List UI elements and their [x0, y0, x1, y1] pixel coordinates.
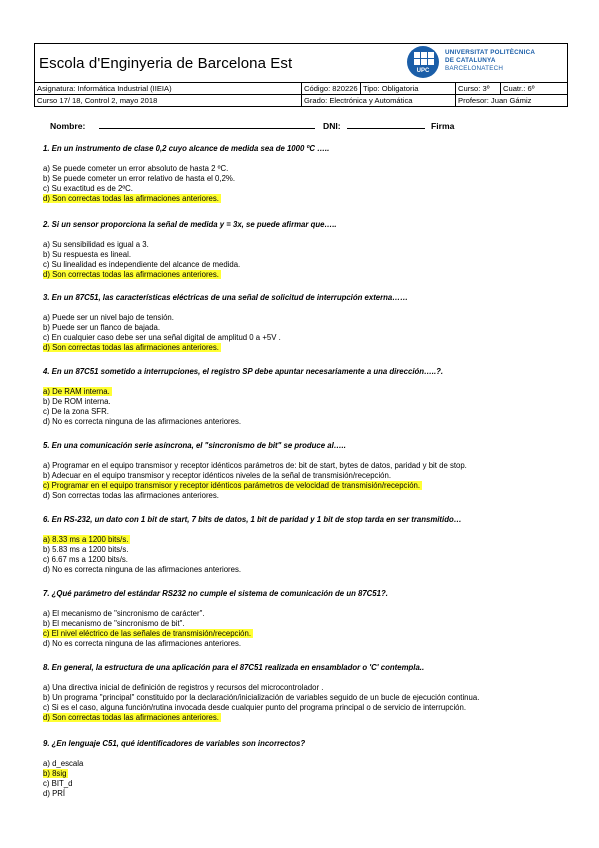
upc-logo: [407, 46, 565, 80]
answer-option: [43, 387, 563, 397]
asignatura-cell: Asignatura: Informática Industrial (IIEIA): [37, 84, 172, 93]
option-text: c) En cualquier caso debe ser una señal digital de amplitud 0 a +5V .: [43, 333, 281, 342]
cuatrimestre-cell: Cuatr.: 6º: [500, 83, 567, 94]
tipo-cell: Tipo: Obligatoria: [360, 83, 440, 94]
answer-option: [43, 174, 563, 184]
option-text: c) Su linealidad es independiente del alcance de medida.: [43, 260, 241, 269]
question-4: [43, 366, 563, 427]
option-text: b) El mecanismo de "sincronismo de bit".: [43, 619, 185, 628]
answer-option: [43, 769, 563, 779]
grado-cell: Grado: Electrónica y Automática: [301, 95, 455, 106]
answer-option: [43, 260, 563, 270]
question-6: [43, 514, 563, 575]
header-row-1: [35, 83, 567, 94]
option-text: d) Son correctas todas las afirmaciones anteriores.: [43, 491, 219, 500]
question-title: 1. En un instrumento de clase 0,2 cuyo alcance de medida sea de 1000 ºC …..: [43, 144, 330, 153]
highlighted-answer: c) El nivel eléctrico de las señales de transmisión/recepción.: [43, 629, 252, 638]
curso-control-cell: Curso 17/ 18, Control 2, mayo 2018: [37, 96, 158, 105]
answer-option: [43, 343, 563, 353]
answer-option: [43, 535, 563, 545]
answer-option: [43, 565, 563, 575]
option-text: d) PRÍ: [43, 789, 66, 798]
logo-text: [445, 49, 535, 73]
question-1: [43, 143, 563, 204]
highlighted-answer: b) 8sig: [43, 769, 67, 778]
logo-line-3: BARCELONATECH: [445, 65, 504, 72]
option-text: a) El mecanismo de "sincronismo de carácter".: [43, 609, 205, 618]
highlighted-answer: d) Son correctas todas las afirmaciones anteriores.: [43, 343, 219, 352]
question-9: [43, 738, 563, 799]
answer-option: [43, 461, 563, 471]
question-title: 7. ¿Qué parámetro del estándar RS232 no cumple el sistema de comunicación de un 87C51?.: [43, 589, 388, 598]
logo-line-1: UNIVERSITAT POLITÈCNICA: [445, 49, 536, 56]
codigo-cell: Código: 820226: [301, 83, 361, 94]
answer-option: [43, 417, 563, 427]
answer-option: [43, 639, 563, 649]
option-text: a) Se puede cometer un error absoluto de hasta 2 ºC.: [43, 164, 229, 173]
answer-option: [43, 184, 563, 194]
answer-option: [43, 693, 563, 703]
answer-option: [43, 323, 563, 333]
answer-option: [43, 471, 563, 481]
answer-option: [43, 397, 563, 407]
option-text: b) Su respuesta es lineal.: [43, 250, 131, 259]
answer-option: [43, 164, 563, 174]
exam-header: [34, 43, 568, 107]
option-text: a) Su sensibilidad es igual a 3.: [43, 240, 149, 249]
option-text: a) d_escala: [43, 759, 84, 768]
option-text: d) No es correcta ninguna de las afirmaciones anteriores.: [43, 639, 242, 648]
answer-option: [43, 713, 563, 723]
answer-option: [43, 545, 563, 555]
highlighted-answer: d) Son correctas todas las afirmaciones anteriores.: [43, 270, 219, 279]
dni-field[interactable]: [347, 128, 425, 129]
question-title: 2. Si un sensor proporciona la señal de medida y = 3x, se puede afirmar que…..: [43, 220, 337, 229]
answer-option: [43, 194, 563, 204]
firma-label: Firma: [431, 121, 455, 131]
highlighted-answer: a) 8.33 ms a 1200 bits/s.: [43, 535, 129, 544]
answer-option: [43, 491, 563, 501]
highlighted-answer: c) Programar en el equipo transmisor y receptor idénticos parámetros de velocidad de transmisión/recepción.: [43, 481, 421, 490]
nombre-label: Nombre:: [50, 121, 86, 131]
school-name: Escola d'Enginyeria de Barcelona Est: [39, 55, 293, 72]
question-title: 4. En un 87C51 sometido a interrupciones, el registro SP debe apuntar necesariamente a una dirección…..?.: [43, 367, 444, 376]
answer-option: [43, 555, 563, 565]
question-title: 8. En general, la estructura de una aplicación para el 87C51 realizada en ensamblador o 'C' contempla..: [43, 663, 425, 672]
upc-logo-icon: [407, 46, 439, 78]
nombre-field[interactable]: [99, 128, 315, 129]
logo-mark-text: UPC: [416, 68, 430, 74]
highlighted-answer: d) Son correctas todas las afirmaciones anteriores.: [43, 713, 219, 722]
option-text: b) De ROM interna.: [43, 397, 111, 406]
option-text: c) Su exactitud es de 2ºC.: [43, 184, 133, 193]
question-2: [43, 219, 563, 280]
option-text: c) Si es el caso, alguna función/rutina invocada desde cualquier punto del programa principal o de servicio de interrupción.: [43, 703, 467, 712]
answer-option: [43, 683, 563, 693]
answer-option: [43, 313, 563, 323]
option-text: b) Puede ser un flanco de bajada.: [43, 323, 161, 332]
question-title: 3. En un 87C51, las características eléctricas de una señal de solicitud de interrupción externa……: [43, 293, 408, 302]
answer-option: [43, 629, 563, 639]
answer-option: [43, 779, 563, 789]
logo-line-2: DE CATALUNYA: [445, 57, 496, 64]
answer-option: [43, 759, 563, 769]
answer-option: [43, 703, 563, 713]
header-row-2: [35, 94, 567, 106]
answer-option: [43, 240, 563, 250]
answer-option: [43, 789, 563, 799]
question-3: [43, 292, 563, 353]
question-5: [43, 440, 563, 501]
highlighted-answer: a) De RAM interna.: [43, 387, 110, 396]
option-text: d) No es correcta ninguna de las afirmaciones anteriores.: [43, 565, 242, 574]
highlighted-answer: d) Son correctas todas las afirmaciones anteriores.: [43, 194, 219, 203]
answer-option: [43, 333, 563, 343]
option-text: a) Puede ser un nivel bajo de tensión.: [43, 313, 174, 322]
answer-option: [43, 250, 563, 260]
question-7: [43, 588, 563, 649]
answer-option: [43, 407, 563, 417]
option-text: a) Programar en el equipo transmisor y receptor idénticos parámetros de: bit de start, bytes de datos, paridad y bit de stop.: [43, 461, 467, 470]
profesor-cell: Profesor: Juan Gámiz: [455, 95, 567, 106]
dni-label: DNI:: [323, 121, 341, 131]
option-text: b) Un programa "principal" constituido por la declaración/inicialización de variables seguido de un bucle de ejecución continua.: [43, 693, 480, 702]
option-text: b) 5.83 ms a 1200 bits/s.: [43, 545, 129, 554]
answer-option: [43, 609, 563, 619]
option-text: c) De la zona SFR.: [43, 407, 109, 416]
question-title: 9. ¿En lenguaje C51, qué identificadores de variables son incorrectos?: [43, 739, 306, 748]
option-text: d) No es correcta ninguna de las afirmaciones anteriores.: [43, 417, 242, 426]
option-text: b) Adecuar en el equipo transmisor y receptor idénticos niveles de la señal de transmisión/recepción.: [43, 471, 392, 480]
option-text: b) Se puede cometer un error relativo de hasta el 0,2%.: [43, 174, 235, 183]
question-8: [43, 662, 563, 723]
answer-option: [43, 481, 563, 491]
option-text: c) BIT_d: [43, 779, 73, 788]
answer-option: [43, 619, 563, 629]
header-top: [35, 44, 567, 83]
option-text: c) 6.67 ms a 1200 bits/s.: [43, 555, 128, 564]
question-title: 6. En RS-232, un dato con 1 bit de start, 7 bits de datos, 1 bit de paridad y 1 bit de stop tarda en ser transmitido…: [43, 515, 462, 524]
question-title: 5. En una comunicación serie asíncrona, el "sincronismo de bit" se produce al…..: [43, 441, 346, 450]
answer-option: [43, 270, 563, 280]
option-text: a) Una directiva inicial de definición de registros y recursos del microcontrolador .: [43, 683, 324, 692]
curso-cell: Curso: 3º: [455, 83, 501, 94]
